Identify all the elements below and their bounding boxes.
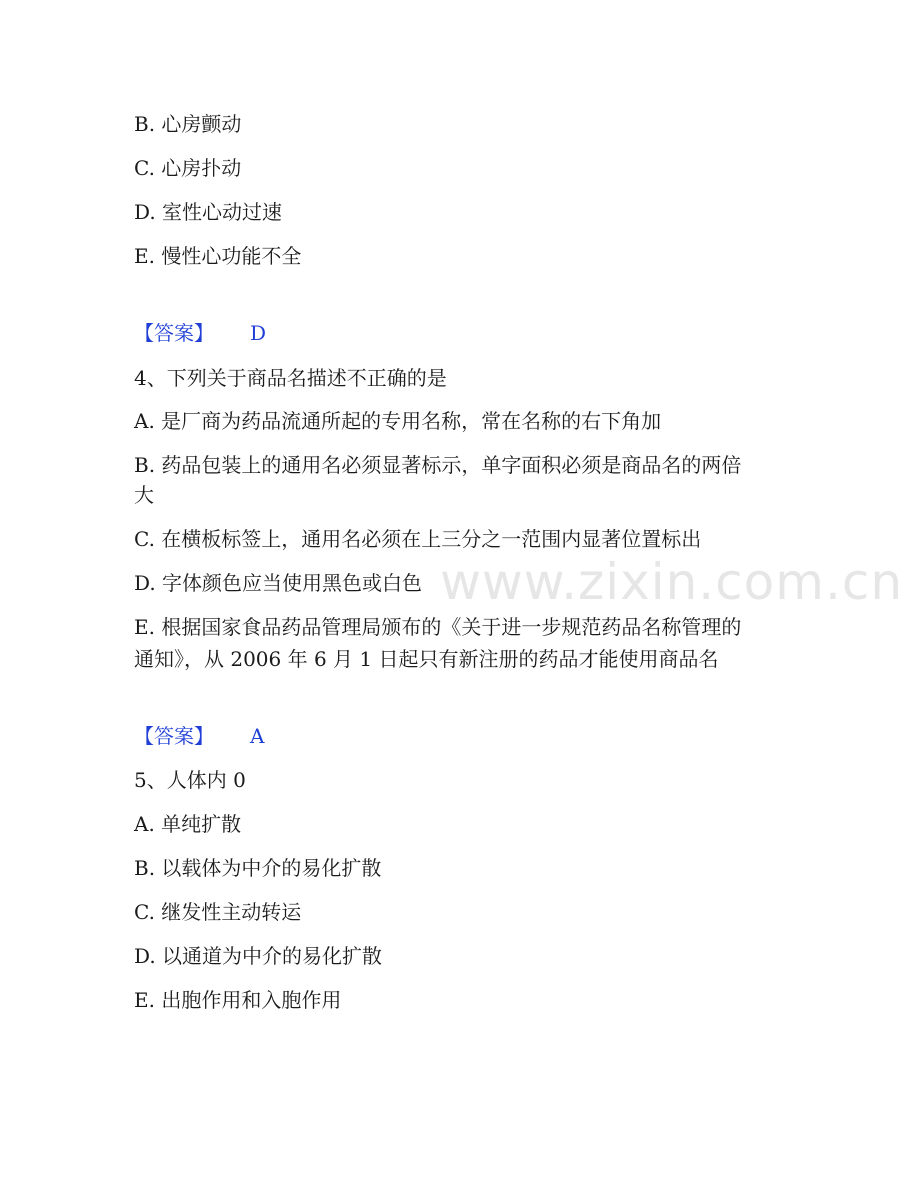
answer-label: 【答案】 xyxy=(134,321,214,345)
q5-option-e: E. 出胞作用和入胞作用 xyxy=(134,988,342,1012)
q4-stem: 4、下列关于商品名描述不正确的是 xyxy=(134,366,447,390)
q5-option-b: B. 以载体为中介的易化扩散 xyxy=(134,856,382,880)
q5-stem: 5、人体内 0 xyxy=(134,768,246,792)
answer-label: 【答案】 xyxy=(134,724,214,748)
q5-option-d: D. 以通道为中介的易化扩散 xyxy=(134,944,383,968)
answer-3 xyxy=(134,321,267,345)
q4-option-e: E. 根据国家食品药品管理局颁布的《关于进一步规范药品名称管理的 xyxy=(134,615,742,639)
q5-option-c: C. 继发性主动转运 xyxy=(134,900,302,924)
q3-option-d: D. 室性心动过速 xyxy=(134,200,283,224)
q3-option-b: B. 心房颤动 xyxy=(134,112,242,136)
q4-option-c: C. 在横板标签上，通用名必须在上三分之一范围内显著位置标出 xyxy=(134,527,702,551)
answer-value: A xyxy=(250,724,265,748)
q4-option-e-cont: 通知》，从 2006 年 6 月 1 日起只有新注册的药品才能使用商品名 xyxy=(134,647,719,671)
q5-option-a: A. 单纯扩散 xyxy=(134,812,242,836)
q3-option-c: C. 心房扑动 xyxy=(134,156,242,180)
watermark: www.zixin.com.cn xyxy=(440,553,904,611)
answer-4 xyxy=(134,724,265,748)
q3-option-e: E. 慢性心功能不全 xyxy=(134,244,302,268)
q4-option-a: A. 是厂商为药品流通所起的专用名称，常在名称的右下角加 xyxy=(134,409,662,433)
q4-option-b: B. 药品包装上的通用名必须显著标示，单字面积必须是商品名的两倍 xyxy=(134,453,742,477)
q4-option-d: D. 字体颜色应当使用黑色或白色 xyxy=(134,571,423,595)
answer-value: D xyxy=(250,321,267,345)
q4-option-b-cont: 大 xyxy=(134,483,154,507)
